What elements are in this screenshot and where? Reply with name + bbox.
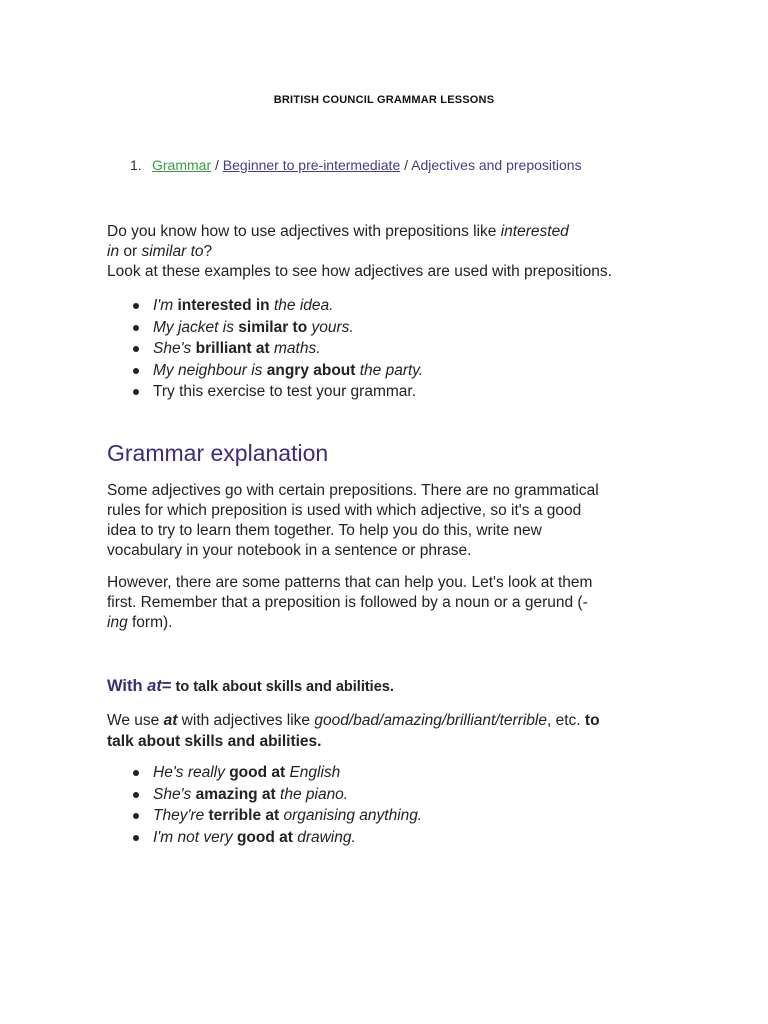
list-number: 1. — [130, 157, 142, 173]
paragraph-line: However, there are some patterns that can help you. Let's look at them — [107, 574, 593, 591]
list-item — [107, 762, 667, 784]
intro-text: Look at these examples to see how adjectives are used with prepositions. — [107, 263, 612, 280]
breadcrumb-separator: / — [400, 157, 412, 173]
example-text: My jacket is — [153, 318, 239, 336]
subheading-at: at — [147, 677, 162, 695]
example-bold: amazing at — [195, 785, 276, 803]
bullet-icon — [133, 346, 139, 352]
example-bold: angry about — [266, 361, 356, 379]
breadcrumb-separator: / — [211, 157, 223, 173]
example-text: the piano. — [275, 785, 349, 803]
example-bold: good at — [236, 828, 293, 846]
bullet-icon — [133, 813, 139, 819]
paragraph-line: form). — [127, 614, 173, 631]
intro-text: or — [119, 243, 142, 260]
list-item — [107, 317, 667, 339]
examples-list-at — [107, 762, 667, 848]
example-text: My neighbour is — [153, 361, 267, 379]
paragraph-italic-adjectives: good/bad/amazing/brilliant/terrible — [314, 712, 547, 729]
intro-text: Do you know how to use adjectives with prepositions like — [107, 223, 501, 240]
paragraph-text: , etc. — [547, 712, 585, 729]
bullet-icon — [133, 368, 139, 374]
intro-text: ? — [203, 243, 213, 260]
example-bold: terrible at — [208, 807, 280, 824]
list-item — [107, 295, 667, 317]
breadcrumb-link-beginner[interactable]: Beginner to pre-intermediate — [222, 157, 401, 173]
document-title: BRITISH COUNCIL GRAMMAR LESSONS — [273, 94, 495, 106]
paragraph-line: vocabulary in your notebook in a sentence or phrase. — [107, 542, 472, 559]
list-item — [107, 784, 667, 806]
paragraph-bold: to — [584, 712, 600, 729]
paragraph-text: with adjectives like — [177, 712, 315, 729]
intro-paragraph — [107, 222, 667, 282]
example-text: English — [285, 764, 341, 781]
breadcrumb-current-page: Adjectives and prepositions — [411, 157, 582, 173]
example-text: She's — [153, 340, 196, 357]
paragraph-line: rules for which preposition is used with which adjective, so it's a good — [107, 502, 582, 519]
bullet-icon — [133, 389, 139, 395]
intro-italic-term: in — [107, 243, 120, 260]
explanation-paragraph-1 — [107, 481, 667, 561]
breadcrumb — [130, 157, 582, 173]
section-heading: Grammar explanation — [107, 440, 329, 466]
bullet-icon — [133, 303, 139, 309]
example-bold: good at — [229, 764, 286, 781]
breadcrumb-link-grammar[interactable]: Grammar — [152, 157, 212, 173]
example-text: the idea. — [269, 297, 334, 314]
paragraph-bold-at: at — [163, 712, 178, 729]
example-text: They're — [153, 807, 209, 824]
explanation-paragraph-3 — [107, 710, 667, 752]
example-text: He's really — [153, 764, 230, 781]
paragraph-bold: talk about skills and abilities. — [107, 733, 322, 750]
exercise-text: Try this exercise to test your grammar. — [153, 383, 417, 400]
subheading-with: With — [107, 677, 148, 695]
subheading-equals: = — [161, 677, 172, 695]
list-item-exercise — [107, 381, 667, 403]
paragraph-italic: ing — [107, 614, 128, 631]
list-item — [107, 827, 667, 849]
list-item — [107, 338, 667, 360]
example-bold: similar to — [238, 318, 308, 336]
intro-italic-term: interested — [500, 223, 569, 240]
example-text: drawing. — [292, 828, 356, 846]
bullet-icon — [133, 792, 139, 798]
subheading-text: to talk about skills and abilities. — [171, 679, 394, 695]
paragraph-text: We use — [107, 712, 164, 729]
example-text: She's — [153, 785, 196, 803]
subheading-with-at — [107, 677, 394, 696]
paragraph-line: Some adjectives go with certain prepositions. There are no grammatical — [107, 482, 599, 499]
example-text: yours. — [307, 318, 354, 336]
example-bold: brilliant at — [195, 340, 270, 357]
explanation-paragraph-2 — [107, 573, 667, 633]
example-text: maths. — [269, 340, 321, 357]
example-text: I'm not very — [153, 828, 237, 846]
paragraph-line: first. Remember that a preposition is followed by a noun or a gerund (- — [107, 594, 588, 611]
list-item — [107, 360, 667, 382]
example-bold: interested in — [177, 297, 270, 314]
bullet-icon — [133, 835, 139, 841]
bullet-icon — [133, 770, 139, 776]
bullet-icon — [133, 325, 139, 331]
examples-list — [107, 295, 667, 403]
example-text: the party. — [355, 361, 424, 379]
example-text: I'm — [153, 297, 178, 314]
intro-italic-term: similar to — [141, 243, 204, 260]
list-item — [107, 805, 667, 827]
paragraph-line: idea to try to learn them together. To help you do this, write new — [107, 522, 542, 539]
example-text: organising anything. — [279, 807, 423, 824]
